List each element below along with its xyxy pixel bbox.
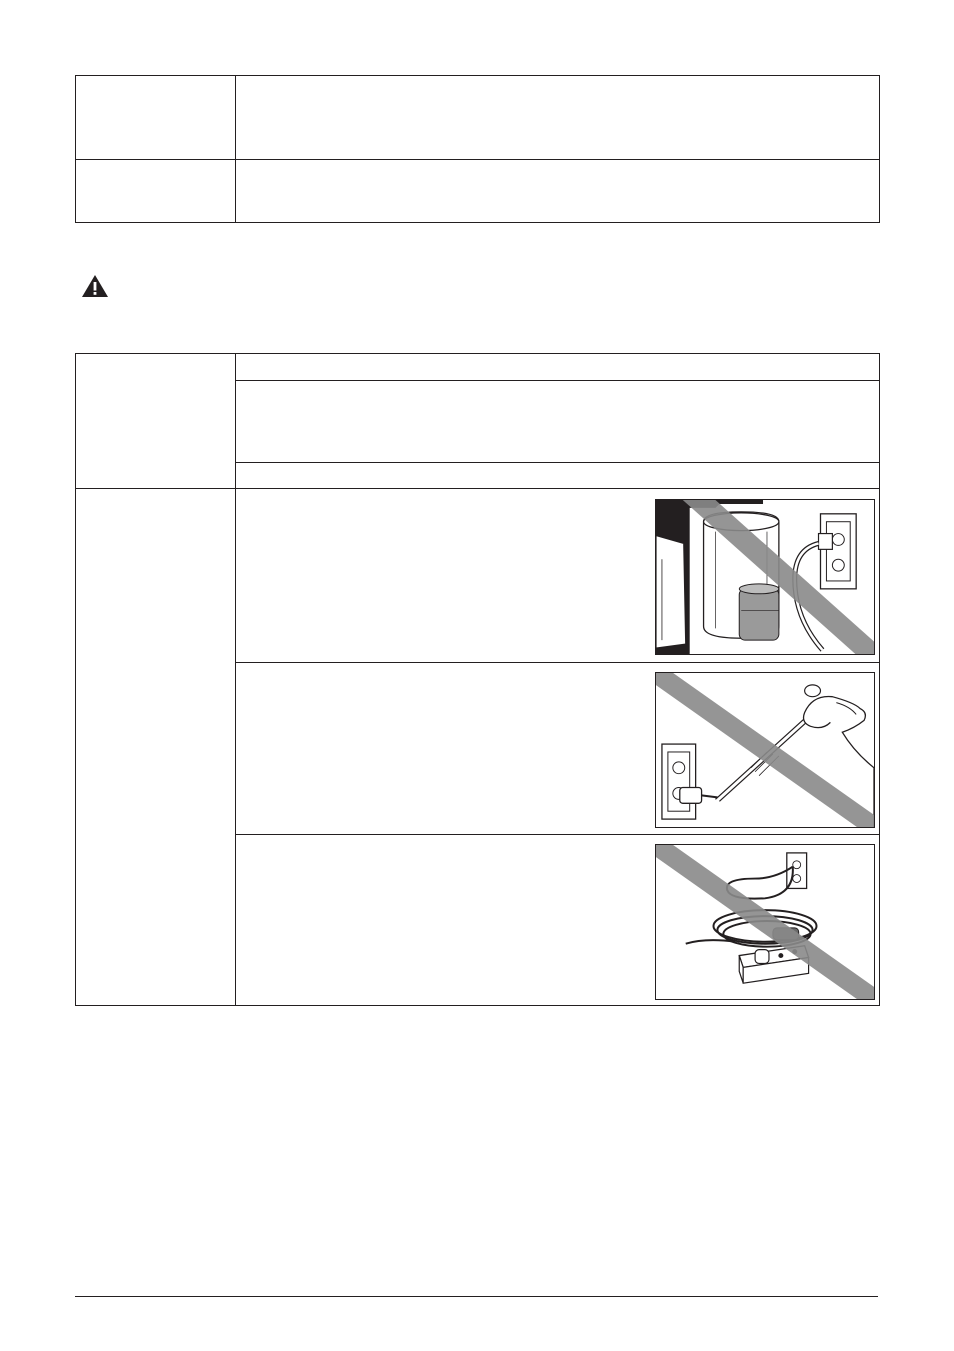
list-item [236, 354, 879, 380]
warning-triangle-icon [81, 274, 109, 298]
list-item [236, 834, 879, 1006]
list-item [236, 662, 879, 834]
row-label [76, 76, 236, 159]
power-strip-overload-illustration [655, 844, 875, 1000]
row-label [76, 160, 236, 222]
table-row [76, 488, 879, 1005]
power-plug-near-water-illustration [655, 499, 875, 655]
row-label [76, 354, 236, 488]
list-item [236, 380, 879, 462]
info-table-top [75, 75, 880, 223]
row-content [236, 160, 879, 222]
list-item [236, 462, 879, 488]
table-row [76, 76, 879, 159]
row-content [236, 76, 879, 159]
footer-divider [75, 1296, 878, 1297]
table-row [76, 159, 879, 222]
pulling-power-cord-illustration [655, 672, 875, 828]
list-item [236, 489, 879, 662]
row-label [76, 489, 236, 1005]
table-row [76, 354, 879, 488]
info-table-bottom [75, 353, 880, 1006]
